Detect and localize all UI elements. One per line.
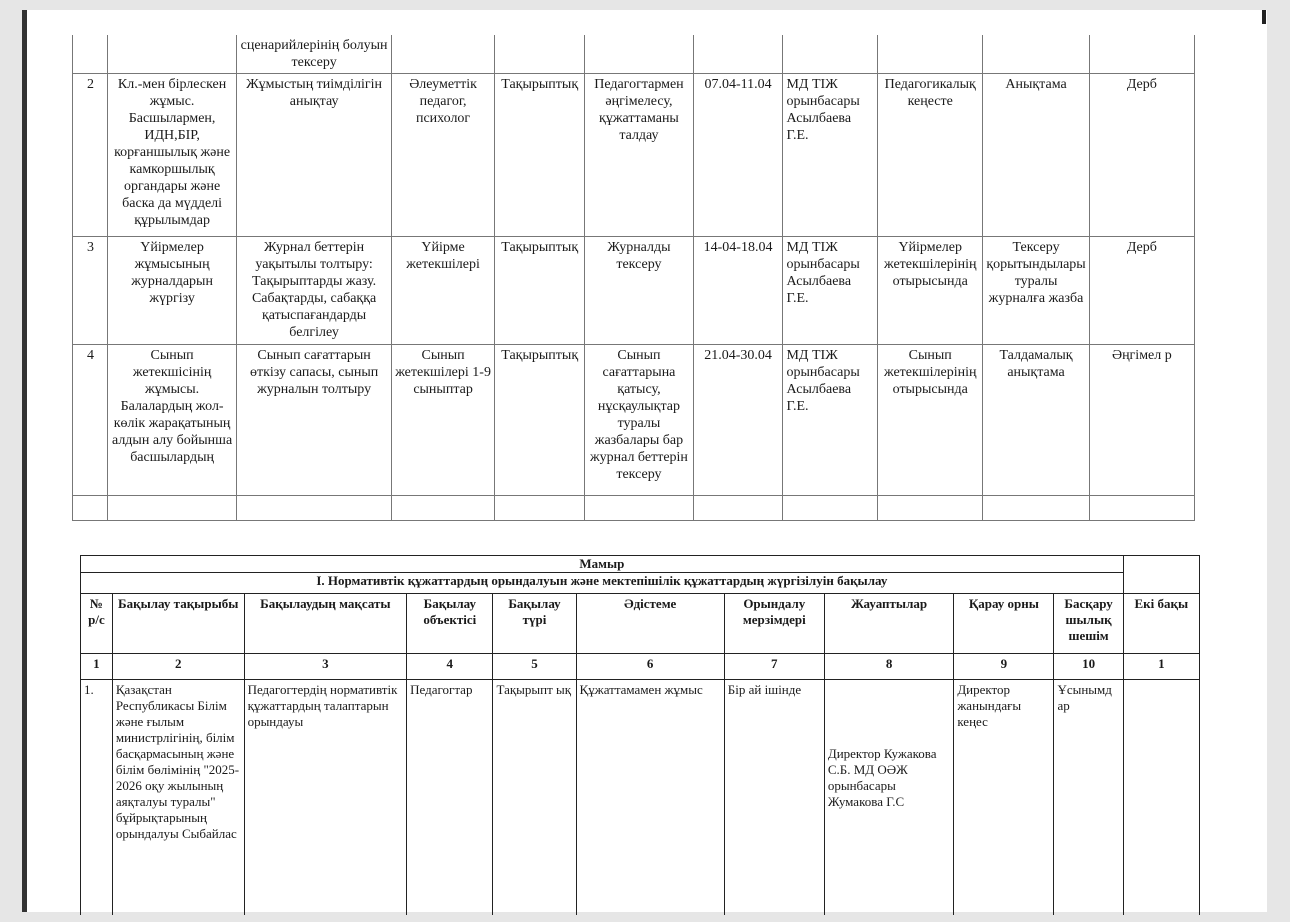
table-cell: [495, 496, 585, 521]
table-cell: Педагогтар: [407, 680, 493, 916]
table-cell: [878, 496, 983, 521]
table-row: [73, 237, 1195, 345]
table-row: [81, 594, 1200, 654]
table-cell: 07.04-11.04: [693, 74, 783, 237]
table-cell: [1089, 35, 1194, 74]
table-cell: Қарау орны: [954, 594, 1054, 654]
table-cell: Сынып сағаттарын өткізу сапасы, сынып журналын толтыру: [237, 345, 392, 496]
table-cell: [73, 496, 108, 521]
table-cell: Бақылау объектісі: [407, 594, 493, 654]
table-cell: Бақылау түрі: [493, 594, 576, 654]
table-cell: Журналды тексеру: [585, 237, 693, 345]
table-cell: [107, 35, 236, 74]
table-cell: Әлеуметтік педагог, психолог: [392, 74, 495, 237]
table-cell: Орындалу мерзімдері: [724, 594, 824, 654]
table-cell: МД ТІЖ орынбасары Асылбаева Г.Е.: [783, 237, 878, 345]
table-cell: [73, 35, 108, 74]
table-cell: [878, 35, 983, 74]
table-cell: № р/с: [81, 594, 113, 654]
table-cell: 3: [73, 237, 108, 345]
table-cell: [693, 35, 783, 74]
table-cell: Бақылау тақырыбы: [112, 594, 244, 654]
table-cell: 21.04-30.04: [693, 345, 783, 496]
table-cell: МД ТІЖ орынбасары Асылбаева Г.Е.: [783, 345, 878, 496]
table-cell: 3: [244, 654, 407, 680]
table-cell: [237, 496, 392, 521]
table-cell: Тексеру қорытындылары туралы журналға жазба: [983, 237, 1089, 345]
table-cell: Журнал беттерін уақытылы толтыру: Тақырыптарды жазу. Сабақтарды, сабаққа қатыспағандарды белгілеу: [237, 237, 392, 345]
table-row: [73, 74, 1195, 237]
table-cell: Жұмыстың тиімділігін анықтау: [237, 74, 392, 237]
table-cell: Тақырыптық: [495, 237, 585, 345]
table-cell: Жауаптылар: [824, 594, 953, 654]
table-cell: [585, 35, 693, 74]
table-cell: Директор жанындағы кеңес: [954, 680, 1054, 916]
table-cell: сценарийлерінің болуын тексеру: [237, 35, 392, 74]
table-cell: 7: [724, 654, 824, 680]
table-cell: Тақырыптық: [495, 74, 585, 237]
table-cell: [392, 496, 495, 521]
table-cell: [1089, 496, 1194, 521]
table-cell: [107, 496, 236, 521]
table-cell: Тақырыпт ық: [493, 680, 576, 916]
table-cell: Сынып сағаттарына қатысу, нұсқаулықтар туралы жазбалары бар журнал беттерін тексеру: [585, 345, 693, 496]
table-cell: 8: [824, 654, 953, 680]
table-cell: Педагогикалық кеңесте: [878, 74, 983, 237]
table-cell: 5: [493, 654, 576, 680]
table-cell: [392, 35, 495, 74]
table-cell: 14-04-18.04: [693, 237, 783, 345]
may-control-table: [80, 555, 1200, 915]
table-cell: Дерб: [1089, 74, 1194, 237]
april-control-table: [72, 35, 1195, 521]
table-cell: Қазақстан Республикасы Білім және ғылым министрлігінің, білім басқармасының және білім бөлімінің "2025-2026 оқу жылының аяқталуы туралы" бұйрықтарының орындалуы Сыбайлас: [112, 680, 244, 916]
table-cell: 1: [81, 654, 113, 680]
table-cell: Бір ай ішінде: [724, 680, 824, 916]
extra-cell: [1123, 556, 1199, 594]
table-cell: 1: [1123, 654, 1199, 680]
table-cell: 1.: [81, 680, 113, 916]
table-row: [73, 496, 1195, 521]
table-cell: Үйірмелер жетекшілерінің отырысында: [878, 237, 983, 345]
table-cell: Педагогтармен әңгімелесу, құжаттаманы талдау: [585, 74, 693, 237]
table-cell: Үйірмелер жұмысының журналдарын жүргізу: [107, 237, 236, 345]
table-cell: 2: [112, 654, 244, 680]
may-table: [80, 555, 1200, 915]
table-cell: 6: [576, 654, 724, 680]
table-cell: 9: [954, 654, 1054, 680]
table-cell: 4: [407, 654, 493, 680]
table-cell: Директор Кужакова С.Б. МД ОӘЖ орынбасары Жумакова Г.С: [824, 680, 953, 916]
table-cell: [585, 496, 693, 521]
page-corner-mark: [1262, 10, 1266, 24]
table-cell: Педагогтердің нормативтік құжаттардың талаптарын орындауы: [244, 680, 407, 916]
table-cell: [693, 496, 783, 521]
table-cell: Әдістеме: [576, 594, 724, 654]
table-cell: Кл.-мен бірлескен жұмыс. Басшылармен, ИДН,БІР, корғаншылық және камкоршылық органдары және баска да мүдделі құрылымдар: [107, 74, 236, 237]
table-cell: Сынып жетекшісінің жұмысы. Балалардың жол-көлік жарақатының алдын алу бойынша басшылардың: [107, 345, 236, 496]
table-cell: [1123, 680, 1199, 916]
month-heading: Мамыр: [81, 556, 1124, 573]
table-cell: Екі бақы: [1123, 594, 1199, 654]
table-cell: Әңгімел р: [1089, 345, 1194, 496]
table-cell: Талдамалық анықтама: [983, 345, 1089, 496]
table-cell: [983, 496, 1089, 521]
table-row: [73, 345, 1195, 496]
table-cell: Анықтама: [983, 74, 1089, 237]
table-cell: [983, 35, 1089, 74]
table-cell: 4: [73, 345, 108, 496]
table-cell: Ұсынымд ар: [1054, 680, 1123, 916]
table-cell: МД ТІЖ орынбасары Асылбаева Г.Е.: [783, 74, 878, 237]
table-cell: Сынып жетекшілерінің отырысында: [878, 345, 983, 496]
table-cell: Басқару шылық шешім: [1054, 594, 1123, 654]
table-cell: 10: [1054, 654, 1123, 680]
table-cell: Үйірме жетекшілері: [392, 237, 495, 345]
table-cell: [495, 35, 585, 74]
table-cell: Сынып жетекшілері 1-9 сыныптар: [392, 345, 495, 496]
table-row: [73, 35, 1195, 74]
section-title: І. Нормативтік құжаттардың орындалуын және мектепішілік құжаттардың жүргізілуін бақылау: [81, 573, 1124, 594]
table-cell: [783, 496, 878, 521]
table-cell: Бақылаудың мақсаты: [244, 594, 407, 654]
table-cell: Тақырыптық: [495, 345, 585, 496]
table-cell: Құжаттамамен жұмыс: [576, 680, 724, 916]
table-row: [81, 654, 1200, 680]
table-cell: Дерб: [1089, 237, 1194, 345]
table-cell: 2: [73, 74, 108, 237]
april-table: [72, 35, 1195, 521]
table-cell: [783, 35, 878, 74]
table-row: [81, 680, 1200, 916]
